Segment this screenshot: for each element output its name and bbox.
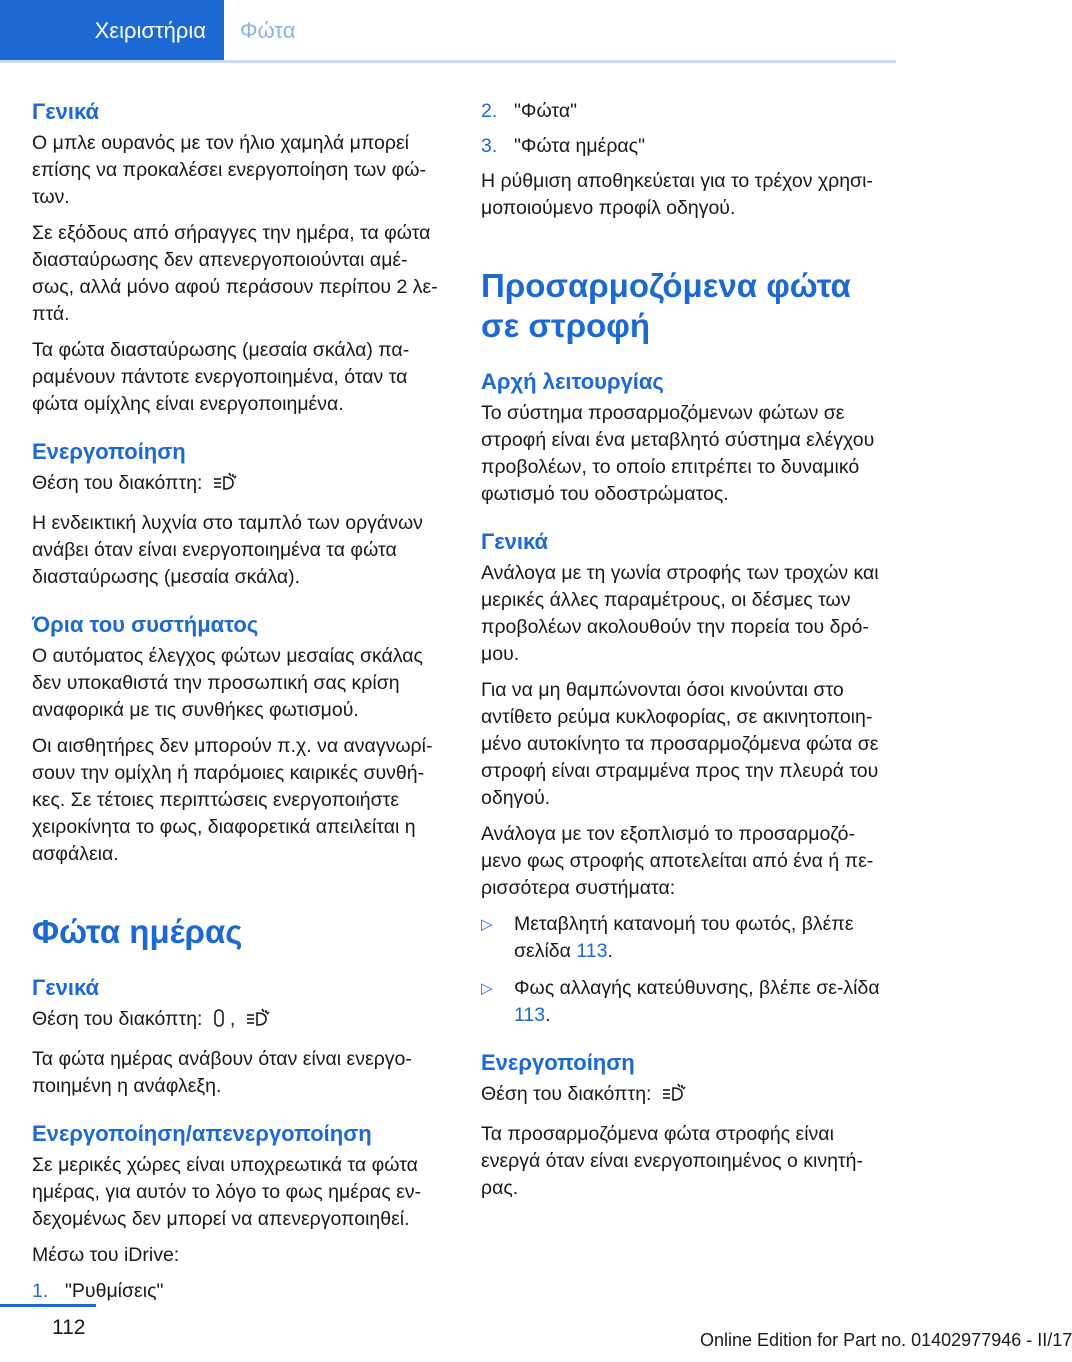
auto-headlight-icon [661, 1082, 687, 1112]
heading-general: Γενικά [32, 99, 100, 124]
switch-position-label: Θέση του διακόπτη: [481, 1083, 652, 1105]
step-number: 3. [481, 135, 498, 157]
page-number: 112 [52, 1316, 86, 1339]
page-header [0, 0, 960, 64]
left-column [32, 98, 446, 1313]
bullet-text [514, 975, 895, 1029]
paragraph: Το σύστημα προσαρμοζόμενων φώτων σε στροφή είναι ένα μεταβλητό σύστημα ελέγχου προβολέων, το οποίο επιτρέπει το δυναμικό φωτισμό του οδοστρώματος. [481, 402, 875, 505]
paragraph: Ανάλογα με τη γωνία στροφής των τροχών και μερικές άλλες παραμέτρους, οι δέσμες των προβολέων ακολουθούν την πορεία του δρό-μου. [481, 562, 879, 665]
paragraph: Τα φώτα ημέρας ανάβουν όταν είναι ενεργο-ποιημένη η ανάφλεξη. [32, 1048, 412, 1097]
page-link[interactable]: 113 [576, 940, 608, 962]
heading-system-limits: Όρια του συστήματος [32, 612, 259, 637]
heading-general: Γενικά [481, 529, 549, 554]
paragraph: Ο μπλε ουρανός με τον ήλιο χαμηλά μπορεί επίσης να προκαλέσει ενεργοποίηση των φώ-των. [32, 132, 426, 208]
bullet-label: Μεταβλητή κατανομή του φωτός, βλέπε σελίδα [514, 913, 854, 962]
period: . [545, 1004, 551, 1026]
list-item [32, 1278, 446, 1305]
bullet-triangle-icon: ▷ [481, 916, 493, 933]
switch-position-line [32, 470, 446, 501]
footer-divider [0, 1304, 96, 1307]
tab-lights[interactable]: Φώτα [240, 18, 296, 43]
heading-activation: Ενεργοποίηση [32, 439, 186, 464]
list-item [481, 911, 895, 965]
right-column [481, 98, 895, 1211]
step-number: 2. [481, 100, 498, 122]
bullet-triangle-icon: ▷ [481, 980, 493, 997]
list-item [481, 98, 895, 125]
list-item [481, 133, 895, 160]
heading-activation: Ενεργοποίηση [481, 1050, 635, 1075]
switch-position-label: Θέση του διακόπτη: [32, 1008, 203, 1030]
edition-footer: Online Edition for Part no. 01402977946 - II/17 [700, 1330, 1072, 1350]
step-number: 1. [32, 1280, 49, 1302]
paragraph: Τα φώτα διασταύρωσης (μεσαία σκάλα) πα-ραμένουν πάντοτε ενεργοποιημένα, όταν τα φώτα ομίχλης είναι ενεργοποιημένα. [32, 339, 410, 415]
switch-position-line [32, 1006, 446, 1037]
page-link[interactable]: 113 [514, 1004, 546, 1026]
heading-activation-deactivation: Ενεργοποίηση/απενεργοποίηση [32, 1121, 372, 1146]
step-text: "Φώτα" [514, 100, 578, 122]
heading-general: Γενικά [32, 975, 100, 1000]
tab-controls[interactable]: Χειριστήρια [0, 0, 224, 62]
heading-daytime-lights: Φώτα ημέρας [32, 913, 243, 950]
header-divider [0, 60, 896, 63]
step-text: "Φώτα ημέρας" [514, 135, 646, 157]
list-item [481, 975, 895, 1029]
step-text: "Ρυθμίσεις" [65, 1280, 164, 1302]
paragraph: Τα προσαρμοζόμενα φώτα στροφής είναι ενεργά όταν είναι ενεργοποιημένος ο κινητή-ρας. [481, 1123, 863, 1199]
paragraph: Σε μερικές χώρες είναι υποχρεωτικά τα φώτα ημέρας, για αυτόν το λόγο το φως ημέρας εν-δεχομένως δεν μπορεί να απενεργοποιηθεί. [32, 1154, 422, 1230]
heading-principle: Αρχή λειτουργίας [481, 369, 664, 394]
paragraph: Η ρύθμιση αποθηκεύεται για το τρέχον χρησι-μοποιούμενο προφίλ οδηγού. [481, 170, 873, 219]
heading-adaptive-curve-lights: Προσαρμοζόμενα φώτα σε στροφή [481, 267, 851, 344]
paragraph: Οι αισθητήρες δεν μπορούν π.χ. να αναγνωρί-σουν την ομίχλη ή παρόμοιες καιρικές συνθή-κες. Σε τέτοιες περιπτώσεις ενεργοποιήστε χειροκίνητα το φως, διαφορετικά απειλείται η ασφάλεια. [32, 735, 433, 865]
paragraph: Για να μη θαμπώνονται όσοι κινούνται στο αντίθετο ρεύμα κυκλοφορίας, σε ακινητοποιη-μένο αυτοκίνητο τα προσαρμοζόμενα φώτα σε στροφή είναι στραμμένα προς την πλευρά του οδηγού. [481, 679, 879, 809]
switch-position-label: Θέση του διακόπτη: [32, 472, 203, 494]
bullet-text [514, 911, 895, 965]
paragraph: Μέσω του iDrive: [32, 1244, 180, 1266]
paragraph: Ο αυτόματος έλεγχος φώτων μεσαίας σκάλας δεν υποκαθιστά την προσωπική σας κρίση αναφορικά με τις συνθήκες φωτισμού. [32, 645, 423, 721]
switch-position-line [481, 1081, 895, 1112]
bullet-label: Φως αλλαγής κατεύθυνσης, βλέπε σε-λίδα [514, 977, 880, 999]
separator-comma: , [229, 1008, 236, 1030]
off-position-icon [212, 1007, 226, 1037]
paragraph: Ανάλογα με τον εξοπλισμό το προσαρμοζό-μενο φως στροφής αποτελείται από ένα ή πε-ρισσότερα συστήματα: [481, 823, 874, 899]
paragraph: Η ενδεικτική λυχνία στο ταμπλό των οργάνων ανάβει όταν είναι ενεργοποιημένα τα φώτα διασταύρωσης (μεσαία σκάλα). [32, 512, 423, 588]
period: . [607, 940, 613, 962]
paragraph: Σε εξόδους από σήραγγες την ημέρα, τα φώτα διασταύρωσης δεν απενεργοποιούνται αμέ-σως, αλλά μόνο αφού περάσουν περίπου 2 λε-πτά. [32, 222, 438, 325]
auto-headlight-icon [212, 471, 238, 501]
auto-headlight-icon [245, 1007, 271, 1037]
